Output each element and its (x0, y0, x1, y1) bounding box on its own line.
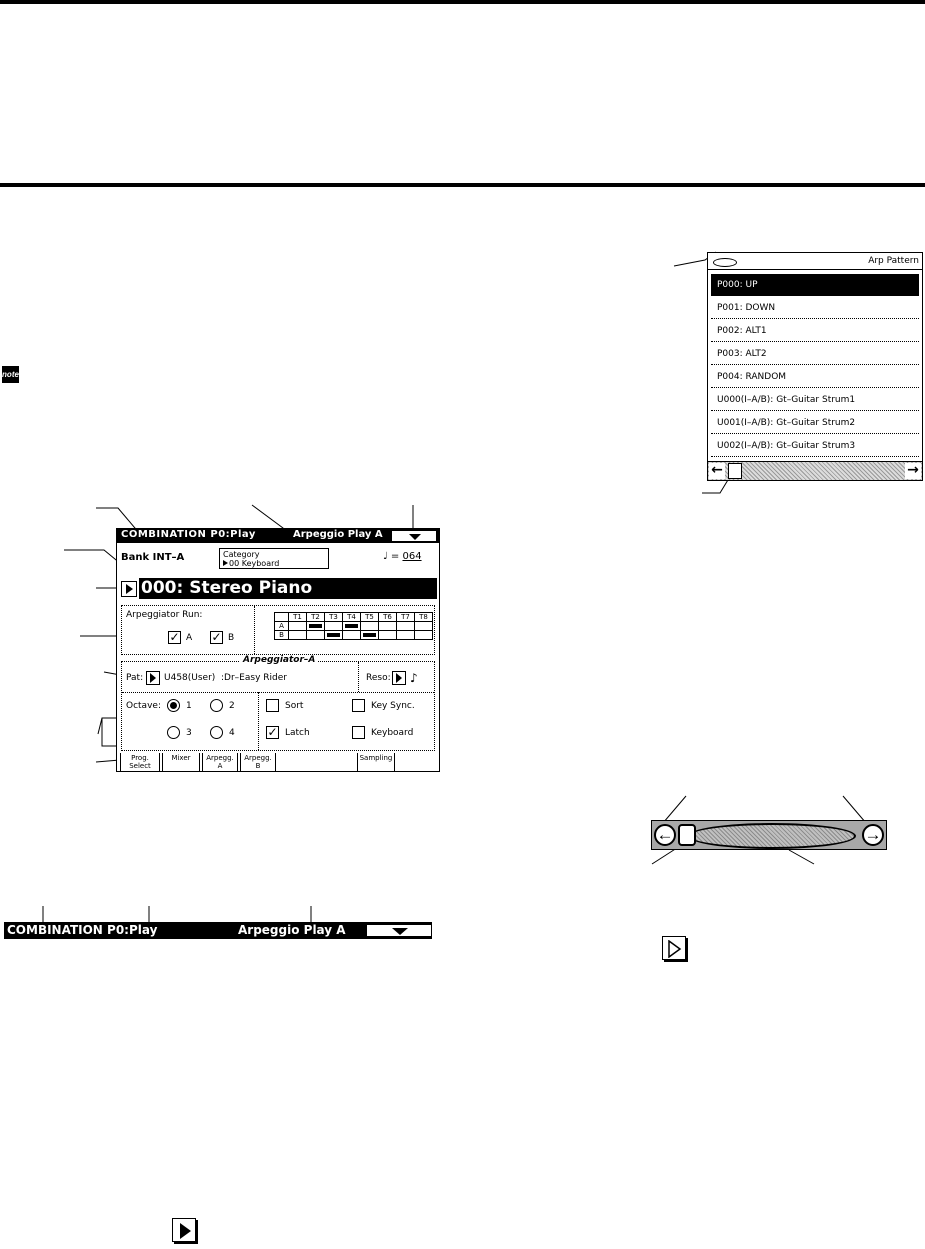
grid-cell[interactable] (415, 631, 433, 640)
tempo-eq: = (387, 551, 403, 562)
tab-arpegg-b[interactable] (240, 753, 276, 772)
list-item[interactable]: P001: DOWN (711, 297, 919, 319)
timbre-grid (274, 612, 433, 640)
grid-cell[interactable] (379, 622, 397, 631)
arp-run-a-checkbox[interactable]: ✓ (169, 630, 180, 644)
scroll-track-highlight (688, 823, 856, 849)
grid-cell[interactable] (343, 622, 361, 631)
grid-header: T4 (343, 613, 361, 622)
grid-cell[interactable] (379, 631, 397, 640)
mode-page-title: COMBINATION P0:Play (7, 923, 158, 937)
arpeggiator-run-label: Arpeggiator Run: (126, 610, 203, 620)
reso-divider (358, 662, 359, 692)
assign-bar (345, 624, 358, 628)
grid-cell[interactable] (289, 631, 307, 640)
grid-header: T3 (325, 613, 343, 622)
tab-label: B (255, 762, 261, 770)
list-item[interactable]: P003: ALT2 (711, 343, 919, 365)
triangle-outline-icon (668, 940, 682, 958)
tab-label: Prog. (131, 754, 149, 762)
pattern-value[interactable]: U458(User) :Dr–Easy Rider (164, 673, 287, 683)
grid-cell[interactable] (361, 631, 379, 640)
tab-page-title: Arpeggio Play A (293, 529, 383, 540)
tempo-display[interactable] (383, 551, 422, 562)
octave-1-label: 1 (186, 701, 192, 711)
scroll-right-arrow-icon: → (862, 824, 884, 846)
tab-label: Arpegg. (206, 754, 234, 762)
pattern-popup-button[interactable] (146, 671, 160, 685)
grid-cell[interactable] (325, 622, 343, 631)
tab-sampling[interactable] (357, 753, 395, 772)
pat-label: Pat: (126, 673, 144, 683)
key-sync-checkbox[interactable] (352, 699, 365, 712)
grid-header: T6 (379, 613, 397, 622)
grid-header: T5 (361, 613, 379, 622)
tab-arpegg-a[interactable] (202, 753, 238, 772)
tab-page-title: Arpeggio Play A (238, 923, 346, 937)
sort-label: Sort (285, 701, 304, 711)
keyboard-checkbox[interactable] (352, 726, 365, 739)
arpeggiator-run-panel (121, 605, 435, 655)
popup-button-filled-illustration (172, 1218, 196, 1242)
grid-header: T1 (289, 613, 307, 622)
run-divider (254, 606, 255, 654)
popup-triangle-icon (180, 1223, 191, 1239)
scroll-thumb[interactable] (728, 463, 742, 479)
list-item[interactable]: P000: UP (711, 274, 919, 296)
category-value-row (223, 559, 328, 568)
grid-cell[interactable] (415, 622, 433, 631)
play-triangle-icon (223, 560, 228, 566)
arpeggiator-a-panel (121, 655, 435, 751)
page-tabs (117, 753, 439, 772)
grid-row-label: B (275, 631, 289, 640)
popup-title: Arp Pattern (868, 256, 919, 266)
grid-cell[interactable] (361, 622, 379, 631)
latch-checkbox[interactable]: ✓ (267, 725, 278, 739)
title-bar-illustration (4, 922, 432, 939)
scroll-left-arrow-icon[interactable]: ← (709, 463, 725, 479)
grid-cell[interactable] (325, 631, 343, 640)
octave-4-radio[interactable] (210, 726, 223, 739)
popup-scrollbar[interactable] (708, 461, 922, 480)
tab-label: A (217, 762, 223, 770)
tempo-value: 064 (402, 551, 422, 562)
scrollbar-illustration (651, 820, 887, 850)
lcd-screen (116, 528, 440, 772)
key-sync-label: Key Sync. (371, 701, 415, 711)
reso-label: Reso: (366, 673, 391, 683)
note-icon: note (2, 366, 19, 383)
grid-row-label: A (275, 622, 289, 631)
scroll-left-arrow-icon: ← (654, 824, 676, 846)
octave-label: Octave: (126, 701, 161, 711)
arp-pattern-popup (707, 252, 923, 481)
grid-cell[interactable] (307, 631, 325, 640)
assign-bar (327, 633, 340, 637)
tab-label: Select (129, 762, 151, 770)
octave-3-radio[interactable] (167, 726, 180, 739)
tab-mixer[interactable] (162, 753, 200, 772)
arp-run-b-checkbox[interactable]: ✓ (211, 630, 222, 644)
assign-bar (309, 624, 322, 628)
arp-h-divider (122, 692, 434, 693)
lcd-title-bar (117, 529, 439, 543)
scroll-thumb (678, 824, 696, 846)
octave-2-label: 2 (229, 701, 235, 711)
octave-2-radio[interactable] (210, 699, 223, 712)
grid-cell[interactable] (397, 622, 415, 631)
sort-checkbox[interactable] (266, 699, 279, 712)
grid-cell[interactable] (397, 631, 415, 640)
quarter-note-icon: ♩ (383, 551, 388, 562)
triangle-down-icon (392, 928, 408, 935)
arp-run-a-label: A (186, 633, 193, 643)
bank-label: Bank INT–A (121, 552, 185, 563)
tab-label: Mixer (171, 754, 191, 762)
arpeggiator-a-title: Arpeggiator–A (240, 655, 318, 665)
list-item[interactable]: U000(I–A/B): Gt–Guitar Strum1 (711, 389, 919, 411)
category-box[interactable] (219, 548, 329, 569)
popup-triangle-icon (396, 673, 402, 683)
assign-bar (363, 633, 376, 637)
scroll-right-arrow-icon[interactable]: → (905, 463, 921, 479)
eighth-note-icon: ♪ (410, 671, 418, 685)
popup-triangle-icon (150, 673, 156, 683)
popup-close-icon[interactable] (713, 258, 737, 267)
list-item[interactable]: P002: ALT1 (711, 320, 919, 342)
mode-page-title: COMBINATION P0:Play (121, 529, 256, 540)
keyboard-label: Keyboard (371, 728, 414, 738)
grid-corner (275, 613, 289, 622)
page-menu-button[interactable] (391, 530, 437, 542)
popup-header (708, 253, 922, 270)
list-item[interactable]: P004: RANDOM (711, 366, 919, 388)
grid-header: T7 (397, 613, 415, 622)
reso-popup-button[interactable] (392, 671, 406, 685)
page-menu-button (366, 924, 432, 937)
latch-label: Latch (285, 728, 310, 738)
tab-label: Arpegg. (244, 754, 272, 762)
arp-run-b-label: B (228, 633, 235, 643)
grid-cell[interactable] (343, 631, 361, 640)
popup-triangle-icon (126, 584, 133, 594)
category-label: Category (223, 550, 260, 559)
grid-cell[interactable] (289, 622, 307, 631)
grid-header: T8 (415, 613, 433, 622)
triangle-down-icon (409, 534, 421, 540)
tab-prog-select[interactable] (120, 753, 160, 772)
program-select-button[interactable] (121, 581, 137, 597)
program-name[interactable]: 000: Stereo Piano (139, 578, 437, 599)
octave-1-radio[interactable] (167, 699, 180, 712)
category-value: 00 Keyboard (229, 559, 280, 568)
list-item[interactable]: U001(I–A/B): Gt–Guitar Strum2 (711, 412, 919, 434)
octave-4-label: 4 (229, 728, 235, 738)
grid-cell[interactable] (307, 622, 325, 631)
tab-label: Sampling (359, 754, 393, 762)
popup-button-illustration (662, 936, 686, 960)
octave-3-label: 3 (186, 728, 192, 738)
octave-divider (258, 692, 259, 750)
list-item[interactable]: U002(I–A/B): Gt–Guitar Strum3 (711, 435, 919, 457)
grid-header: T2 (307, 613, 325, 622)
